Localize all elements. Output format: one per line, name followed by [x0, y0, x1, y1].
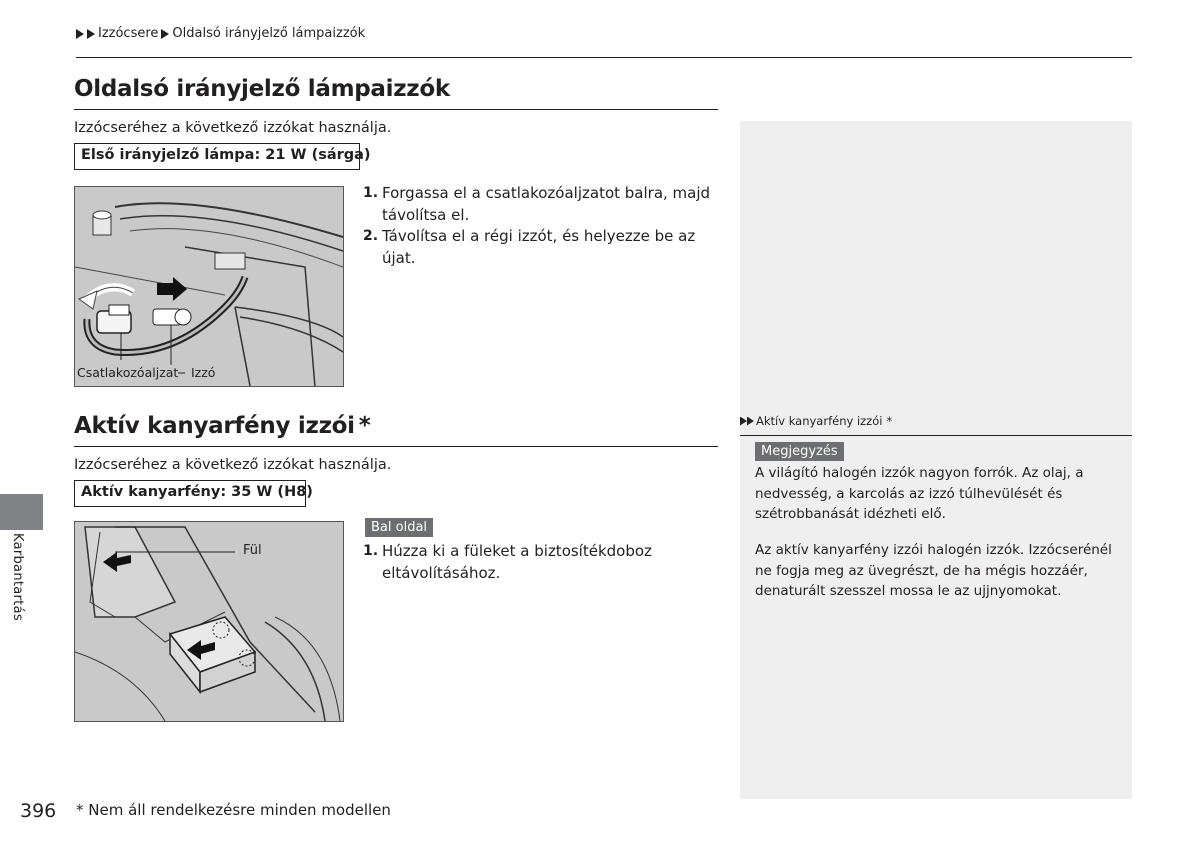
section-title: Oldalsó irányjelző lámpaizzók	[74, 76, 450, 102]
bulb-spec-box: Aktív kanyarfény: 35 W (H8)	[74, 480, 306, 507]
reference-arrow-icon	[740, 417, 754, 426]
steps-list	[363, 183, 715, 269]
figure-label-tab: Fül	[243, 543, 262, 558]
step-item: 1. Forgassa el a csatlakozóaljzatot balra, majd távolítsa el.	[363, 184, 711, 224]
footnote-mark: *	[886, 414, 893, 428]
note-tag: Megjegyzés	[755, 442, 844, 461]
section-title: Aktív kanyarfény izzói *	[74, 413, 371, 439]
figure-label-socket: Csatlakozóaljzat	[77, 365, 179, 380]
top-divider	[76, 57, 1132, 58]
side-notes-divider	[740, 435, 1132, 436]
breadcrumb-item[interactable]: Oldalsó irányjelző lámpaizzók	[172, 26, 366, 41]
cornering-light-illustration	[74, 521, 344, 722]
cornering-light-diagram	[75, 522, 343, 721]
step-item: 2. Távolítsa el a régi izzót, és helyezze be az újat.	[363, 227, 696, 267]
turn-signal-diagram	[75, 187, 343, 386]
bulb-spec-box: Első irányjelző lámpa: 21 W (sárga)	[74, 143, 360, 170]
left-side-tag: Bal oldal	[365, 518, 433, 537]
steps-list	[363, 541, 663, 584]
footnote: * Nem áll rendelkezésre minden modellen	[76, 801, 391, 819]
chapter-tab-label: Karbantartás	[10, 533, 25, 621]
note-paragraph: A világító halogén izzók nagyon forrók. Az olaj, a nedvesség, a karcolás az izzó túlhevülését és szétrobbanását idézheti elő.	[755, 465, 1084, 522]
breadcrumb-arrow-icon	[76, 29, 84, 39]
breadcrumb-arrow-icon	[87, 29, 95, 39]
step-item: 1. Húzza ki a füleket a biztosítékdoboz eltávolításához.	[363, 542, 652, 582]
chapter-tab-marker	[0, 494, 43, 530]
breadcrumb-arrow-icon	[161, 29, 169, 39]
section-divider	[74, 109, 718, 110]
section-intro: Izzócseréhez a következő izzókat használja.	[74, 457, 392, 473]
breadcrumb-item[interactable]: Izzócsere	[98, 26, 159, 41]
section-intro: Izzócseréhez a következő izzókat használja.	[74, 120, 392, 136]
page-number: 396	[20, 800, 57, 822]
note-paragraph: Az aktív kanyarfény izzói halogén izzók. Izzócserénél ne fogja meg az üvegrészt, de ha mégis hozzáér, denaturált szesszel mossa le az ujjnyomokat.	[755, 542, 1112, 599]
side-notes-heading: Aktív kanyarfény izzói *	[740, 414, 892, 428]
section-divider	[74, 446, 718, 447]
breadcrumb	[76, 26, 365, 41]
figure-label-bulb: Izzó	[191, 365, 216, 380]
turn-signal-bulb-illustration	[74, 186, 344, 387]
footnote-mark: *	[358, 413, 371, 439]
